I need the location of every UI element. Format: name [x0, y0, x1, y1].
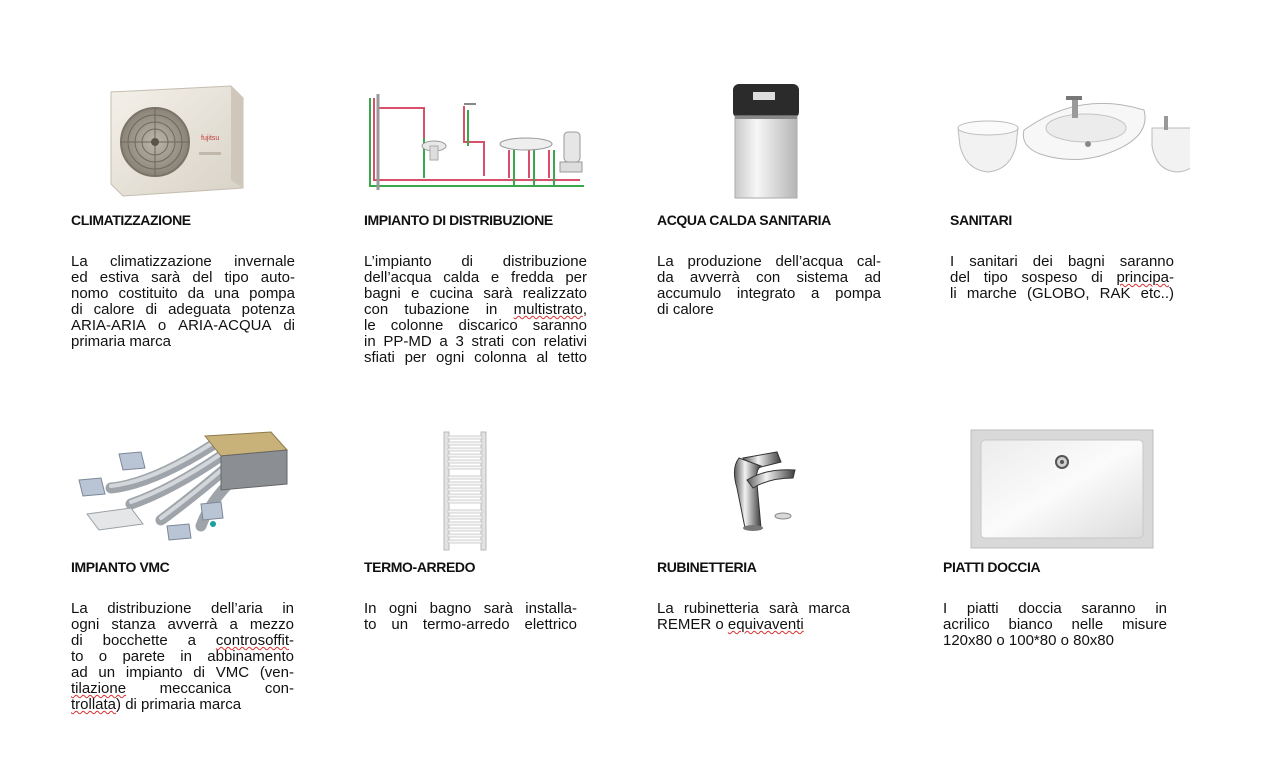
spellcheck-word: trollata — [71, 696, 117, 713]
desc-line: ogni stanza avverrà a mezzo — [71, 616, 294, 633]
title-termo-arredo: TERMO-ARREDO — [364, 559, 476, 575]
brand-mark: fujitsu — [201, 135, 220, 142]
towel-radiator-icon — [364, 428, 604, 558]
desc-line: ad un impianto di VMC (ven- — [71, 664, 294, 681]
desc-line: accumulo integrato a pompa — [657, 285, 881, 302]
desc-line: La rubinetteria sarà marca — [657, 600, 850, 617]
air-conditioner-image — [71, 80, 311, 210]
bathroom-fixtures-icon — [950, 80, 1190, 210]
title-acqua-calda: ACQUA CALDA SANITARIA — [657, 212, 831, 228]
title-distribuzione: IMPIANTO DI DISTRIBUZIONE — [364, 212, 553, 228]
sanitary-fixtures-image — [950, 80, 1190, 210]
desc-line: La produzione dell’acqua cal- — [657, 253, 881, 270]
desc-line: I sanitari dei bagni saranno — [950, 253, 1174, 270]
desc-line: le colonne discarico saranno — [364, 317, 587, 334]
desc-vmc — [71, 601, 294, 713]
desc-line: trollata) di primaria marca — [71, 696, 242, 713]
spellcheck-word: multistrato — [513, 301, 583, 318]
desc-line: La climatizzazione invernale — [71, 253, 295, 270]
desc-line: con tubazione in multistrato, — [364, 301, 587, 318]
desc-line: acrilico bianco nelle misure — [943, 616, 1167, 633]
desc-line: sfiati per ogni colonna al tetto — [364, 349, 587, 366]
desc-line: bagni e cucina sarà realizzato — [364, 285, 587, 302]
desc-line: dell’acqua calda e fredda per — [364, 269, 587, 286]
desc-line: del tipo sospeso di principa- — [950, 269, 1174, 286]
desc-sanitari — [950, 254, 1174, 302]
shower-tray-image — [943, 428, 1183, 558]
desc-line: ARIA-ARIA o ARIA-ACQUA di — [71, 317, 295, 334]
ventilation-ducts-icon — [71, 428, 311, 558]
title-rubinetteria: RUBINETTERIA — [657, 559, 757, 575]
title-piatti-doccia: PIATTI DOCCIA — [943, 559, 1041, 575]
desc-line: 120x80 o 100*80 o 80x80 — [943, 632, 1114, 649]
outdoor-ac-unit-icon — [71, 80, 311, 210]
desc-line: to un termo-arredo elettrico — [364, 616, 577, 633]
desc-line: L’impianto di distribuzione — [364, 253, 587, 270]
title-climatizzazione: CLIMATIZZAZIONE — [71, 212, 191, 228]
spellcheck-word: principa — [1116, 269, 1169, 286]
towel-radiator-image — [364, 428, 604, 558]
desc-line: to o parete in abbinamento — [71, 648, 294, 665]
spellcheck-word: controsoffit — [215, 632, 289, 649]
desc-line: nomo costituito da una pompa — [71, 285, 295, 302]
desc-line: tilazione meccanica con- — [71, 680, 294, 697]
desc-line: di bocchette a controsoffit- — [71, 632, 294, 649]
desc-climatizzazione — [71, 254, 295, 350]
mixer-tap-icon — [657, 428, 897, 558]
desc-piatti-doccia — [943, 601, 1167, 649]
title-sanitari: SANITARI — [950, 212, 1012, 228]
desc-line: da avverrà con sistema ad — [657, 269, 881, 286]
tap-image — [657, 428, 897, 558]
heat-pump-water-heater-icon — [657, 80, 897, 210]
desc-line: REMER o equivaventi — [657, 616, 804, 633]
desc-line: primaria marca — [71, 333, 172, 350]
desc-rubinetteria — [657, 601, 850, 633]
shower-tray-icon — [943, 428, 1183, 558]
desc-line: di calore di adeguata potenza — [71, 301, 295, 318]
desc-line: In ogni bagno sarà installa- — [364, 600, 577, 617]
desc-line: li marche (GLOBO, RAK etc..) — [950, 285, 1174, 302]
desc-line: in PP-MD a 3 strati con relativi — [364, 333, 587, 350]
vmc-ducts-image — [71, 428, 311, 558]
spellcheck-word: equivaventi — [727, 616, 804, 633]
desc-termo-arredo — [364, 601, 577, 633]
plumbing-distribution-icon — [364, 80, 604, 210]
desc-line: La distribuzione dell’aria in — [71, 600, 294, 617]
plumbing-image — [364, 80, 604, 210]
water-heater-image — [657, 80, 897, 210]
desc-line: ed estiva sarà del tipo auto- — [71, 269, 295, 286]
desc-line: di calore — [657, 301, 714, 318]
title-vmc: IMPIANTO VMC — [71, 559, 170, 575]
spellcheck-word: tilazione — [71, 680, 127, 697]
desc-distribuzione — [364, 254, 587, 366]
desc-acqua-calda — [657, 254, 881, 318]
desc-line: I piatti doccia saranno in — [943, 600, 1167, 617]
